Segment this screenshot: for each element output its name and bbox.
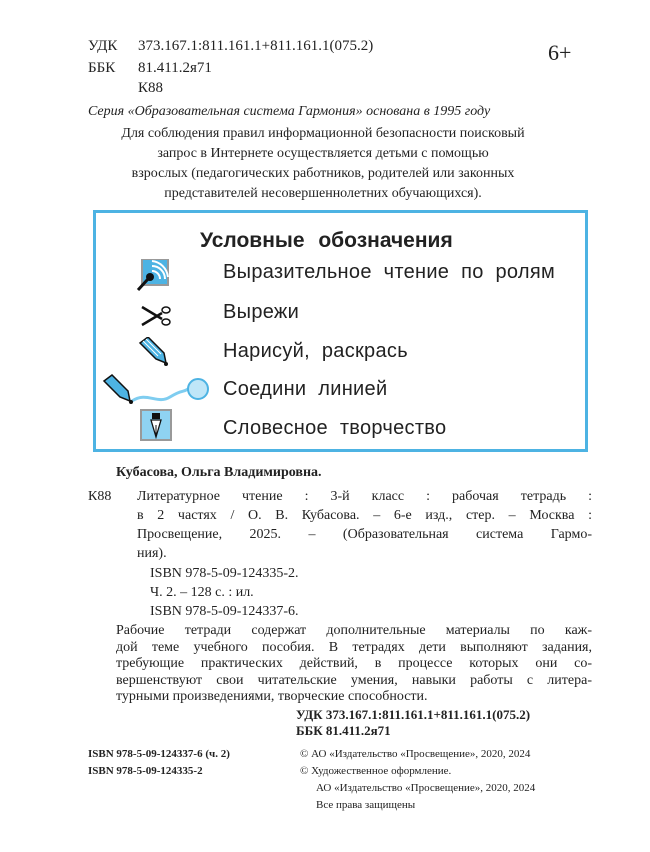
legend-item-label: Выразительное чтение по ролям (223, 261, 556, 283)
abstract-line: вершенствуют свои читательские умения, навыки работы с литера- (116, 672, 592, 688)
author: Кубасова, Ольга Владимировна. (116, 465, 322, 480)
safety-note (78, 124, 568, 204)
legend-item-label: Соедини линией (223, 378, 388, 400)
legend-item-label: Словесное творчество (223, 417, 447, 439)
safety-line: запрос в Интернете осуществляется детьми с помощью (157, 146, 489, 161)
legend-box (93, 210, 588, 452)
pencil-icon (138, 337, 172, 367)
catalog-code: К88 (88, 489, 112, 504)
catalog-line: Ч. 2. – 128 с. : ил. (150, 585, 254, 600)
footer-isbn (88, 746, 230, 780)
code: К88 (138, 80, 164, 96)
desc-line: ния). (137, 546, 167, 561)
microphone-icon (136, 259, 170, 293)
catalog-line: ISBN 978-5-09-124337-6. (150, 604, 299, 619)
desc-line: Просвещение, 2025. – (Образовательная система Гармо- (137, 527, 592, 542)
copyright-line: © Художественное оформление. (300, 765, 452, 777)
copyright-line: © АО «Издательство «Просвещение», 2020, 2024 (300, 748, 531, 760)
abstract-line: дой теме учебного пособия. В тетрадях дети выполняют задания, (116, 639, 592, 655)
bbk: 81.411.2я71 (138, 60, 212, 76)
series-note: Серия «Образовательная система Гармония» основана в 1995 году (88, 104, 491, 119)
abstract-line: требующие практических действий, в процессе которых они со- (116, 656, 592, 671)
copyright-line: АО «Издательство «Просвещение», 2020, 2024 (316, 782, 536, 794)
safety-line: представителей несовершеннолетних обучающихся). (164, 186, 482, 201)
abstract-line: турными произведениями, творческие способности. (116, 689, 428, 704)
catalog-udk: УДК 373.167.1:811.161.1+811.161.1(075.2) (296, 707, 531, 722)
udk-label: УДК (88, 38, 118, 54)
copyright-line: Все права защищены (316, 799, 416, 811)
desc-line: в 2 частях / О. В. Кубасова. – 6-е изд., стер. – Москва : (137, 508, 592, 523)
desc-line: Литературное чтение : 3-й класс : рабочая тетрадь : (137, 489, 592, 504)
scissors-icon (140, 303, 172, 329)
catalog-bbk: ББК 81.411.2я71 (296, 723, 391, 738)
catalog-description (137, 487, 592, 563)
fountain-pen-icon (140, 409, 172, 441)
safety-line: взрослых (педагогических работников, родителей или законных (131, 166, 515, 181)
age-rating: 6+ (548, 40, 572, 65)
isbn-line: ISBN 978-5-09-124335-2 (88, 765, 203, 777)
catalog-line: ISBN 978-5-09-124335-2. (150, 566, 299, 581)
legend-item-label: Нарисуй, раскрась (223, 340, 408, 362)
safety-line: Для соблюдения правил информационной безопасности поисковый (121, 126, 525, 141)
abstract (116, 623, 592, 706)
abstract-line: Рабочие тетради содержат дополнительные материалы по каж- (116, 623, 592, 638)
pencil-line-circle-icon (102, 373, 210, 409)
catalog-lines (150, 564, 299, 621)
udk: 373.167.1:811.161.1+811.161.1(075.2) (138, 38, 374, 54)
legend-title: Условные обозначения (200, 229, 453, 252)
copyright (300, 746, 535, 814)
bbk-label: ББК (88, 60, 116, 76)
isbn-line: ISBN 978-5-09-124337-6 (ч. 2) (88, 748, 230, 760)
legend-item-label: Вырежи (223, 301, 300, 323)
